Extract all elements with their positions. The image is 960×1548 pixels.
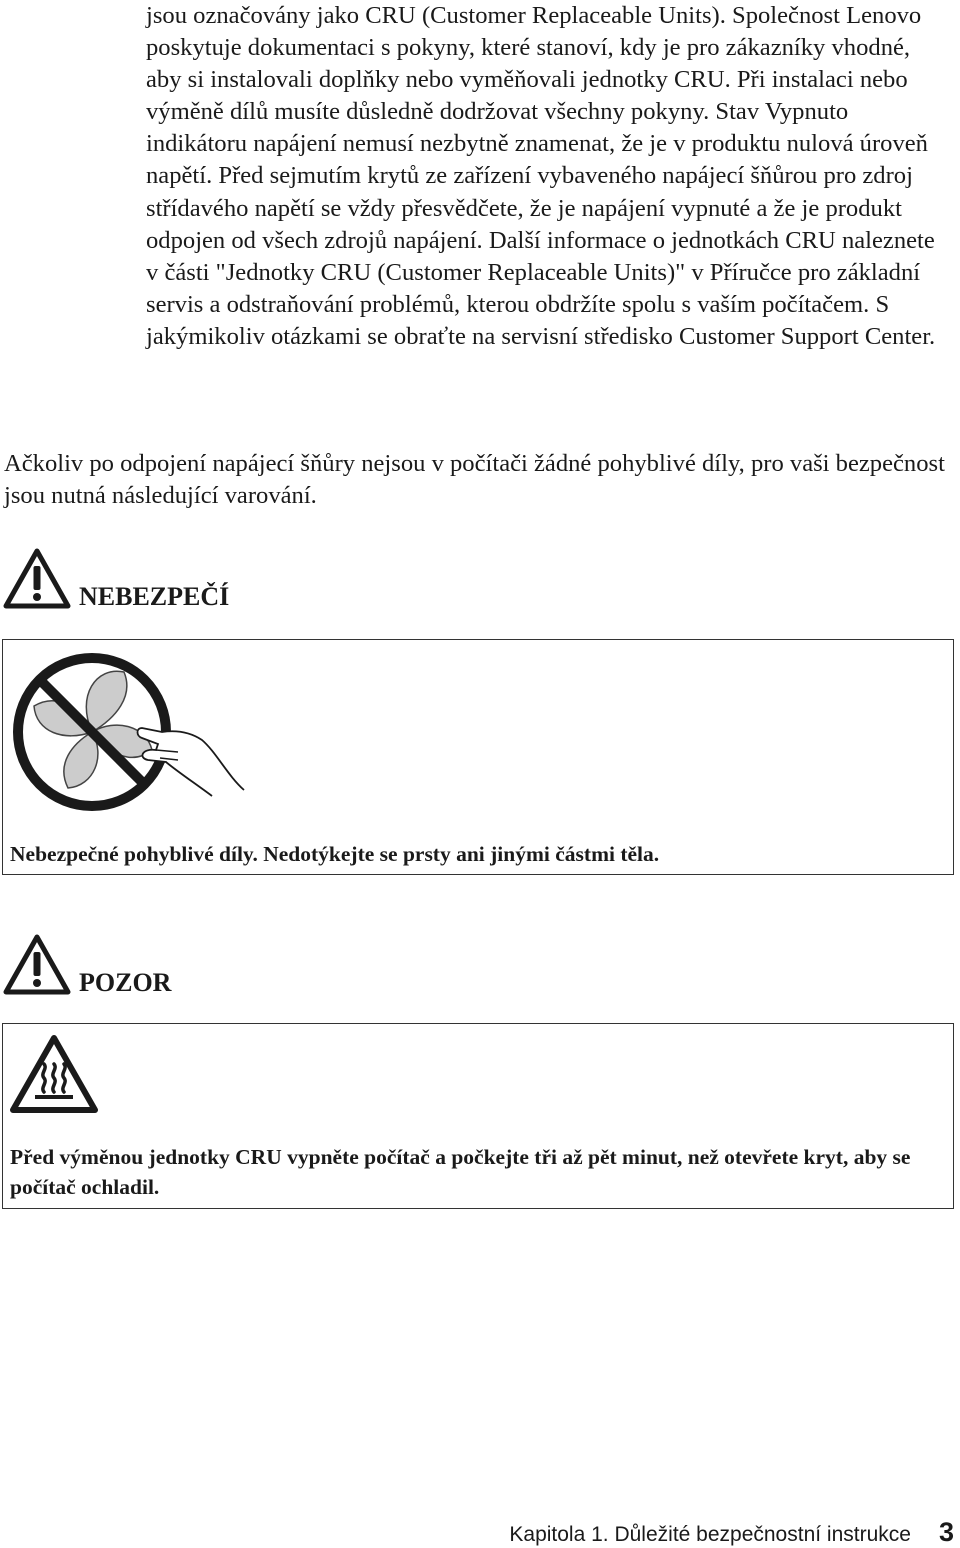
page-footer [509,1517,954,1548]
hot-surface-icon [9,1034,99,1116]
warning-triangle-icon [3,548,71,610]
danger-label: NEBEZPEČÍ [79,582,230,611]
warning-intro-paragraph: Ačkoliv po odpojení napájecí šňůry nejsou v počítači žádné pohyblivé díly, pro vaši bezpečnost jsou nutná následující varování. [4,450,945,510]
caution-label: POZOR [79,968,172,997]
danger-heading [3,548,229,610]
chapter-title: Kapitola 1. Důležité bezpečnostní instrukce [509,1523,911,1546]
page-number: 3 [938,1517,954,1547]
caution-heading [3,934,171,996]
caution-box [2,1023,954,1209]
danger-text: Nebezpečné pohyblivé díly. Nedotýkejte se prsty ani jinými částmi těla. [10,842,660,866]
warning-triangle-icon [3,934,71,996]
caution-text: Před výměnou jednotky CRU vypněte počítač a počkejte tři až pět minut, než otevřete kryt, aby se počítač ochladil. [10,1145,911,1199]
intro-paragraph: jsou označovány jako CRU (Customer Replaceable Units). Společnost Lenovo poskytuje dokumentaci s pokyny, které stanoví, kdy je pro zákazníky vhodné, aby si instalovali doplňky nebo vyměňovali jednotky CRU. Při instalaci nebo výměně dílů musíte důsledně dodržovat všechny pokyny. Stav Vypnuto indikátoru napájení nemusí nezbytně znamenat, že je v produktu nulová úroveň napětí. Před sejmutím krytů ze zařízení vybaveného napájecí šňůrou pro zdroj střídavého napětí se vždy přesvědčete, že je napájení vypnuté a že je produkt odpojen od všech zdrojů napájení. Další informace o jednotkách CRU naleznete v části "Jednotky CRU (Customer Replaceable Units)" v Příručce pro základní servis a odstraňování problémů, kterou obdržíte spolu s vaším počítačem. S jakýmikoliv otázkami se obraťte na servisní středisko Customer Support Center. [146,2,936,350]
no-touch-fan-icon [6,646,256,826]
danger-box [2,639,954,875]
